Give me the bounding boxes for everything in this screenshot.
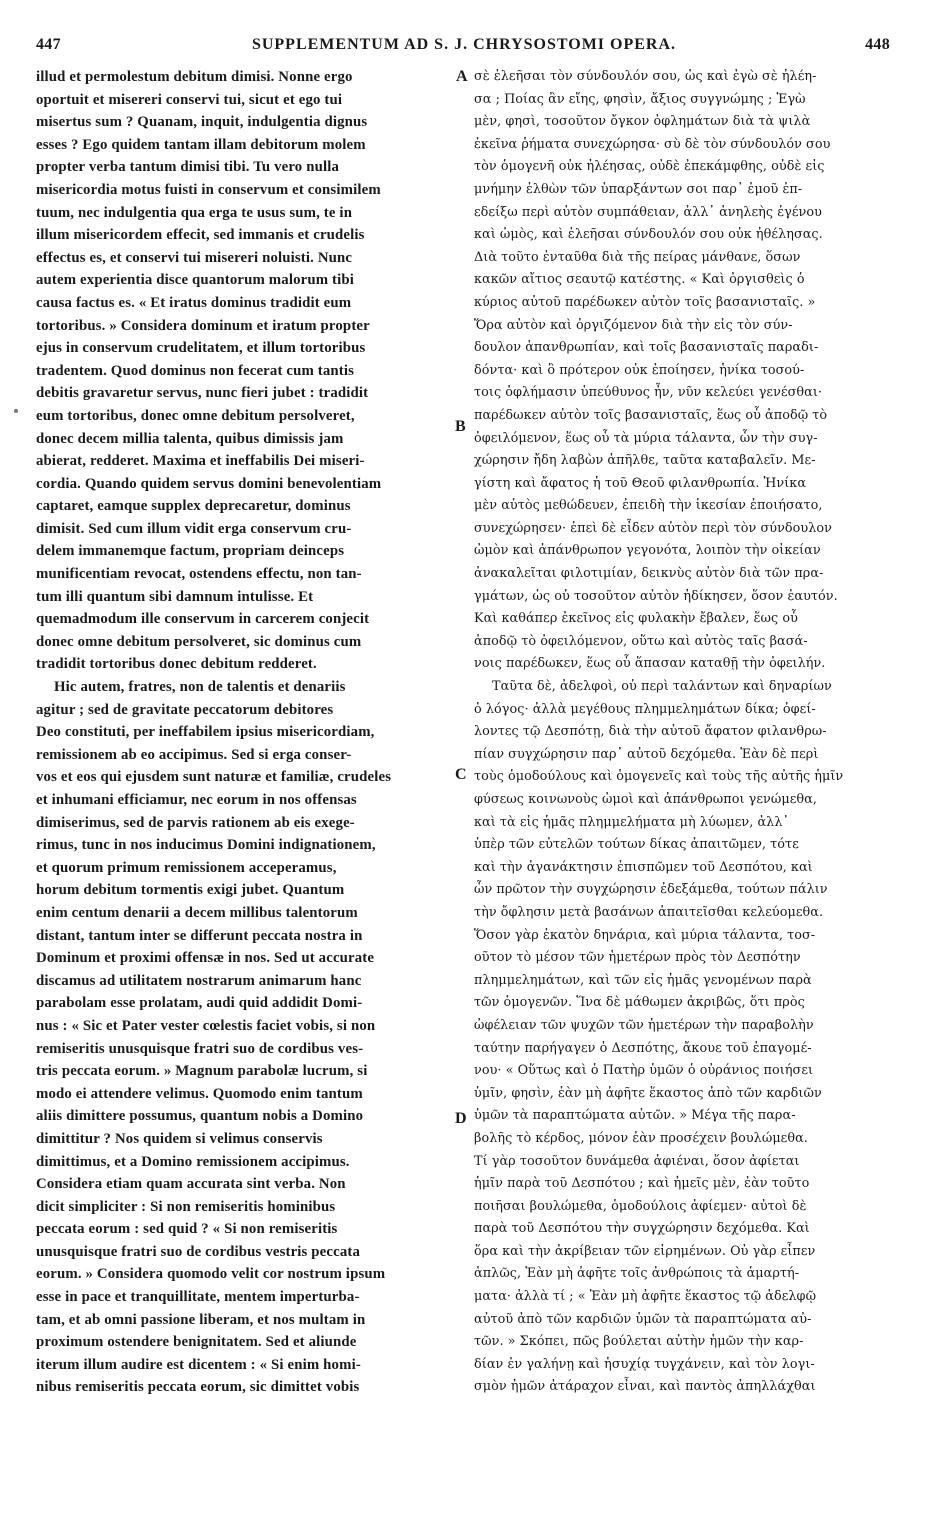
latin-text-line: nibus remiseritis peccata eorum, sic dimittet vobis [36, 1379, 360, 1396]
latin-text-line: tris peccata eorum. » Magnum parabolæ lucrum, si [36, 1063, 368, 1080]
latin-text-line: illud et permolestum debitum dimisi. Nonne ergo [36, 69, 353, 85]
latin-text-line: illum misericordem effecit, sed immanis et crudelis [36, 227, 365, 244]
latin-text-line: causa factus es. « Et iratus dominus tradidit eum [36, 294, 352, 311]
greek-text-line: σὲ ἐλεῆσαι τὸν σύνδουλόν σου, ὡς καὶ ἐγὼ σὲ ἠλέη- [474, 69, 817, 84]
greek-text-line: ὅρα καὶ τὴν ἀκρίβειαν τῶν εἰρημένων. Οὐ γὰρ εἶπεν [474, 1243, 816, 1259]
greek-text-line: συνεχώρησεν· ἐπεὶ δὲ εἶδεν αὐτὸν περὶ τὸν σύνδουλον [474, 520, 833, 536]
greek-text-line: δίαν ἐν γαλήνῃ καὶ ἡσυχίᾳ τυγχάνειν, καὶ τὸν λογι- [474, 1356, 815, 1372]
latin-text-line: iterum illum audire est dicentem : « Si enim homi- [36, 1356, 361, 1373]
latin-text-line: tradidit tortoribus donec debitum redderet. [36, 656, 317, 673]
greek-text-line: δόντα· καὶ ὃ πρότερον οὐκ ἐποίησεν, ἡνίκα τοσού- [474, 362, 805, 378]
latin-text-line: agitur ; sed de gravitate peccatorum debitores [36, 701, 334, 718]
latin-text-line: oportuit et misereri conservi tui, sicut et ego tui [36, 91, 343, 108]
latin-text-line: delem immanemque factum, propriam deinceps [36, 543, 345, 560]
latin-text-line: peccata eorum : sed quid ? « Si non remiseritis [36, 1221, 338, 1238]
greek-text-line: χώρησιν ἤδη λαβὼν ἀπῆλθε, ταῦτα καταβαλεῖν. Με- [474, 453, 816, 469]
latin-text-line: aliis dimittere possumus, quantum nobis a Domino [36, 1108, 364, 1125]
right-page-number: 448 [865, 36, 890, 53]
greek-text-line: τοὺς ὁμοδούλους καὶ ὁμογενεῖς καὶ τοὺς τῆς αὐτῆς ἡμῖν [474, 769, 844, 785]
greek-text-line: γίστη καὶ ἄφατος ἡ τοῦ Θεοῦ φιλανθρωπία. Ἡνίκα [474, 475, 807, 491]
greek-text-line: ὧν πρῶτον τὴν συγχώρησιν ἐδεξάμεθα, τούτων πάλιν [474, 882, 828, 898]
latin-text-line: misertus sum ? Quanam, inquit, indulgentia dignus [36, 114, 368, 131]
latin-text-line: parabolam esse prolatam, audi quid addidit Domi- [36, 995, 363, 1012]
latin-column [36, 66, 449, 1399]
greek-text-line: ὠφέλειαν τῶν ψυχῶν τῶν ἡμετέρων τὴν παραβολὴν [474, 1017, 814, 1033]
greek-text-line: μὲν, φησὶ, τοσοῦτον ὄγκον ὀφλημάτων διὰ τὰ ψιλὰ [474, 114, 811, 130]
greek-text-line: Ὅσον γὰρ ἑκατὸν δηνάρια, καὶ μύρια τάλαντα, τοσ- [474, 927, 816, 943]
greek-text-line: ὀφειλόμενον, ἕως οὗ τὰ μύρια τάλαντα, ὧν τὴν συγ- [474, 430, 818, 446]
greek-text-line: ποιῆσαι βουλώμεθα, ὁμοδούλοις ἀφίεμεν· αὐτοὶ δὲ [474, 1198, 807, 1214]
latin-text-line: et quorum primum remissionem acceperamus, [36, 859, 337, 876]
latin-text-line: nus : « Sic et Pater vester cœlestis faciet vobis, si non [36, 1017, 376, 1034]
latin-text-line: dimittitur ? Nos quidem si velimus conservis [36, 1130, 323, 1147]
latin-text-line: et inhumani efficiamur, nec eorum in nos offensas [36, 792, 357, 808]
greek-text-line: βολῆς τὸ κέρδος, μόνον ἐὰν προσέχειν βουλώμεθα. [474, 1130, 808, 1146]
latin-text-line: modo ei attendere velimus. Quomodo enim tantum [36, 1085, 363, 1102]
margin-marker-c: C [455, 766, 467, 783]
latin-text-line: esses ? Ego quidem tantam illam debitorum molem [36, 136, 366, 153]
latin-text-line: rimus, tunc in nos inducimus Domini indignationem, [36, 837, 376, 854]
latin-text-line: Hic autem, fratres, non de talentis et denariis [54, 679, 346, 696]
greek-text-line: ὑμῶν τὰ παραπτώματα αὐτῶν. » Μέγα τῆς παρα- [474, 1108, 796, 1124]
greek-text-line: τῶν ὁμογενῶν. Ἵνα δὲ μάθωμεν ἀκριβῶς, ὅτι πρὸς [474, 995, 805, 1011]
greek-text-line: Τί γὰρ τοσοῦτον δυνάμεθα ἀφιέναι, ὅσον ἀφίεται [474, 1153, 800, 1169]
left-page-number: 447 [36, 36, 61, 53]
latin-text-line: horum debitum tormentis exigi jubet. Quantum [36, 882, 345, 899]
greek-text-line: μὲν αὐτὸς μεθώδευεν, ἐπειδὴ τὴν ἱκεσίαν ἐποιήσατο, [474, 498, 823, 514]
latin-text-line: Deo constituti, per ineffabilem ipsius misericordiam, [36, 724, 375, 741]
latin-text-line: Dominum et proximi offensæ in nos. Sed ut accurate [36, 950, 375, 967]
greek-text-line: παρὰ τοῦ Δεσπότου τὴν συγχώρησιν δεχόμεθα. Καὶ [474, 1221, 810, 1237]
greek-text-line: ὑπὲρ τῶν εὐτελῶν τούτων δίκας ἀπαιτῶμεν, τότε [474, 837, 799, 853]
greek-text-line: Καὶ καθάπερ ἐκεῖνος εἰς φυλακὴν ἔβαλεν, ἕως οὗ [474, 611, 798, 627]
greek-text-line: ὠμὸν καὶ ἀπάνθρωπον γεγονότα, λοιπὸν τὴν οἰκείαν [474, 543, 821, 559]
latin-text-line: tam, et ab omni passione liberam, et nos multam in [36, 1311, 366, 1328]
latin-text-line: munificentiam revocat, ostendens effectu, non tan- [36, 566, 362, 583]
greek-text-line: Διὰ τοῦτο ἐνταῦθα διὰ τῆς πείρας μάνθανε, ὅσων [474, 249, 801, 265]
greek-text-line: ἀποδῷ τὸ ὀφειλόμενον, οὕτω καὶ αὐτὸς ταῖς βασά- [474, 633, 808, 649]
greek-text-line: τὸν ὁμογενῆ οὐκ ἠλέησας, οὐδὲ ἐπεκάμφθης, οὐδὲ εἰς [474, 159, 825, 175]
greek-text-line: παρέδωκεν αὐτὸν τοῖς βασανισταῖς, ἕως οὗ ἀποδῷ τὸ [474, 407, 828, 423]
greek-text-line: ὑμῖν, φησὶν, ἐὰν μὴ ἀφῆτε ἕκαστος ἀπὸ τῶν καρδιῶν [474, 1085, 822, 1101]
latin-text-line: tuum, nec indulgentia qua erga te usus sum, te in [36, 204, 353, 221]
greek-text-line: ἡμῖν παρὰ τοῦ Δεσπότου ; καὶ ἡμεῖς μὲν, ἐὰν τοῦτο [474, 1176, 810, 1192]
running-header [0, 36, 928, 58]
greek-text-line: νοις παρέδωκεν, ἕως οὗ ἅπασαν καταθῇ τὴν ὀφειλήν. [474, 656, 826, 672]
greek-text-line: κύριος αὐτοῦ παρέδωκεν αὐτὸν τοῖς βασανισταῖς. » [474, 294, 816, 310]
latin-text-line: propter verba tantum dimisi tibi. Tu vero nulla [36, 159, 340, 176]
greek-text-line: καὶ τὴν ἀγανάκτησιν ἐπισπῶμεν τοῦ Δεσπότου, καὶ [474, 859, 813, 875]
latin-text-line: abierat, redderet. Maxima et ineffabilis Dei miseri- [36, 453, 365, 470]
latin-text-line: misericordia motus fuisti in conservum et consimilem [36, 181, 381, 198]
latin-text-line: donec decem millia talenta, quibus dimissis jam [36, 430, 344, 447]
latin-text-line: proximum ostendere benignitatem. Sed et aliunde [36, 1334, 357, 1351]
margin-marker-d: D [455, 1110, 467, 1127]
greek-text-line: τοις ὀφλήμασιν ὑπεύθυνος ἦν, νῦν κελεύει γενέσθαι· [474, 385, 823, 401]
greek-text-line: Ταῦτα δὲ, ἀδελφοὶ, οὐ περὶ ταλάντων καὶ δηναρίων [492, 679, 832, 695]
latin-text-line: tum illi quantum sibi damnum intulisse. Et [36, 588, 314, 605]
latin-text-line: quemadmodum ille conservum in carcerem conjecit [36, 611, 370, 628]
greek-text-line: ἁπλῶς, Ἐὰν μὴ ἀφῆτε τοῖς ἀνθρώποις τὰ ἁμαρτή- [474, 1266, 800, 1282]
latin-text-line: unusquisque fratri suo de cordibus vestris peccata [36, 1243, 361, 1260]
margin-marker-b: B [455, 418, 466, 435]
greek-text-line: κακῶν αἴτιος σεαυτῷ κατέστης. « Καὶ ὀργισθεὶς ὁ [474, 272, 805, 288]
greek-text-line: εδείξω περὶ αὐτὸν συμπάθειαν, ἀλλ᾽ ἀνηλεὴς ἐγένου [474, 204, 822, 220]
latin-text-line: tradentem. Quod dominus non fecerat cum tantis [36, 362, 355, 379]
latin-text-line: eum tortoribus, donec omne debitum persolveret, [36, 407, 355, 424]
latin-text-line: remissionem ab eo accipimus. Sed si erga conser- [36, 746, 352, 763]
greek-text-line: σμὸν ἡμῶν ἀτάραχον εἶναι, καὶ παντὸς ἀπηλλάχθαι [474, 1379, 816, 1395]
greek-text-line: νου· « Οὕτως καὶ ὁ Πατὴρ ὑμῶν ὁ οὐράνιος ποιήσει [474, 1063, 814, 1079]
latin-text-line: dimisit. Sed cum illum vidit erga conservum cru- [36, 520, 352, 537]
latin-text-line: eorum. » Considera quomodo velit cor nostrum ipsum [36, 1266, 386, 1283]
print-speck [14, 409, 18, 413]
greek-text-line: ὁ λόγος· ἀλλὰ μεγέθους πλημμελημάτων δίκα; ὀφεί- [474, 701, 816, 717]
latin-text-line: cordia. Quando quidem servus domini benevolentiam [36, 475, 382, 492]
latin-text-line: dimiserimus, sed de parvis rationem ab eis exege- [36, 814, 355, 831]
greek-text-line: καὶ ὠμὸς, καὶ ἐλεῆσαι σύνδουλόν σου οὐκ ἠθέλησας. [474, 227, 823, 243]
latin-text-line: donec omne debitum persolveret, sic dominus cum [36, 633, 362, 650]
latin-text-line: vos et eos qui ejusdem sunt naturæ et familiæ, crudeles [36, 769, 392, 786]
greek-text-line: αὐτοῦ ἀπὸ τῶν καρδιῶν ὑμῶν τὰ παραπτώματα αὐ- [474, 1311, 812, 1327]
latin-text-line: debitis gravaretur servus, nunc fieri jubet : tradidit [36, 385, 369, 402]
greek-text-line: φύσεως κοινωνοὺς ὠμοὶ καὶ ἀπάνθρωποι γενώμεθα, [474, 792, 817, 807]
greek-text-line: ταύτην παρήγαγεν ὁ Δεσπότης, ἄκουε τοῦ ἐπαγομέ- [474, 1040, 812, 1056]
latin-text-line: ejus in conservum crudelitatem, et illum tortoribus [36, 340, 366, 357]
greek-text-line: τῶν. » Σκόπει, πῶς βούλεται αὐτὴν ἡμῶν τὴν καρ- [474, 1334, 804, 1350]
greek-text-line: καὶ τὰ εἰς ἡμᾶς πλημμελήματα μὴ λύωμεν, ἀλλ᾽ [474, 814, 789, 830]
greek-text-line: ἐκεῖνα ῥήματα συνεχώρησα· σὺ δὲ τὸν σύνδουλόν σου [474, 136, 831, 152]
greek-text-line: σα ; Ποίας ἂν εἴης, φησὶν, ἄξιος συγγνώμης ; Ἐγὼ [474, 91, 806, 107]
latin-text-line: distant, tantum inter se differunt peccata nostra in [36, 927, 363, 944]
latin-text-line: captaret, eamque supplex deprecaretur, dominus [36, 498, 351, 515]
greek-text-line: Ὅρα αὐτὸν καὶ ὀργιζόμενον διὰ τὴν εἰς τὸν σύν- [474, 317, 793, 333]
latin-text-line: autem experientia disce quantorum malorum tibi [36, 272, 355, 289]
latin-text-line: effectus es, et conservi tui misereri noluisti. Nunc [36, 249, 353, 266]
greek-text-line: ματα· ἀλλὰ τί ; « Ἐὰν μὴ ἀφῆτε ἕκαστος τῷ ἀδελφῷ [474, 1289, 817, 1305]
greek-text-line: πίαν συγχώρησιν παρ᾽ αὐτοῦ δεχόμεθα. Ἐὰν δὲ περὶ [474, 746, 819, 762]
greek-text-line: τὴν ὄφλησιν μετὰ βασάνων ἀπαιτεῖσθαι κελεύομεθα. [474, 904, 824, 920]
latin-text-line: tortoribus. » Considera dominum et iratum propter [36, 317, 370, 334]
latin-text-line: Considera etiam quam accurata sint verba. Non [36, 1176, 346, 1193]
latin-text-line: remiseritis unusquisque fratri suo de cordibus ves- [36, 1040, 364, 1057]
greek-text-line: πλημμελημάτων, καὶ τῶν εἰς ἡμᾶς γενομένων παρὰ [474, 972, 812, 988]
greek-column [474, 66, 894, 1399]
greek-text-line: δουλον ἀπανθρωπίαν, καὶ τοῖς βασανισταῖς παραδι- [474, 340, 819, 356]
running-title: SUPPLEMENTUM AD S. J. CHRYSOSTOMI OPERA. [251, 36, 677, 53]
greek-text-line: γμάτων, ὡς οὐ τοσοῦτον αὐτὸν ἠδίκησεν, ὅσον ἑαυτόν. [474, 588, 838, 604]
latin-text-line: dicit simpliciter : Si non remiseritis hominibus [36, 1198, 336, 1215]
latin-text-line: enim centum denarii a decem millibus talentorum [36, 904, 358, 921]
greek-text-line: μνήμην ἐλθὼν τῶν ὑπαρξάντων σοι παρ᾽ ἐμοῦ ἐπ- [474, 181, 803, 197]
latin-text-line: esse in pace et tranquillitate, mentem imperturba- [36, 1289, 360, 1306]
latin-text-line: discamus ad utilitatem nostrarum animarum hanc [36, 972, 362, 989]
greek-text-line: λοντες τῷ Δεσπότῃ, διὰ τὴν αὐτοῦ ἄφατον φιλανθρω- [474, 724, 827, 740]
latin-text-line: dimittimus, et a Domino remissionem accipimus. [36, 1153, 350, 1170]
greek-text-line: οῦτον τὸ μέσον τῶν ἡμετέρων πρὸς τὸν Δεσπότην [474, 950, 801, 966]
margin-marker-a: A [456, 68, 468, 85]
greek-text-line: ἀνακαλεῖται φιλοτιμίαν, δεικνὺς αὐτὸν διὰ τῶν πρα- [474, 566, 824, 582]
